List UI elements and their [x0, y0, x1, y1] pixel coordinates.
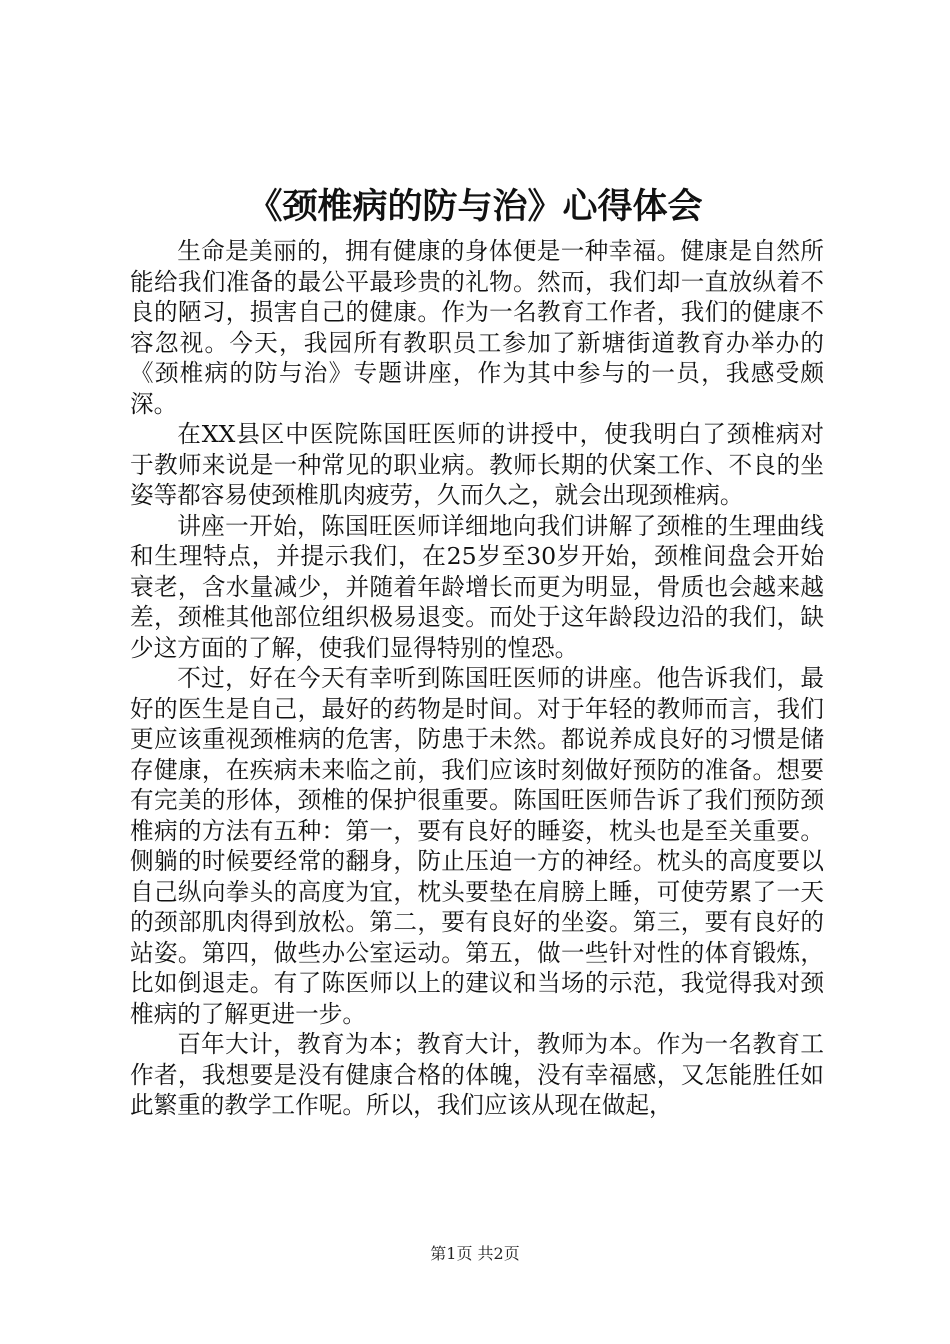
document-title: 《颈椎病的防与治》心得体会	[247, 186, 703, 227]
page-number-footer: 第1页 共2页	[430, 1244, 520, 1263]
document-body	[130, 236, 824, 1121]
body-paragraph-3: 讲座一开始，陈国旺医师详细地向我们讲解了颈椎的生理曲线和生理特点，并提示我们，在25岁至30岁开始，颈椎间盘会开始衰老，含水量减少，并随着年龄增长而更为明显，骨质也会越来越差，颈椎其他部位组织极易退变。而处于这年龄段边沿的我们，缺少这方面的了解，使我们显得特别的惶恐。	[130, 511, 824, 662]
body-paragraph-4: 不过，好在今天有幸听到陈国旺医师的讲座。他告诉我们，最好的医生是自己，最好的药物是时间。对于年轻的教师而言，我们更应该重视颈椎病的危害，防患于未然。都说养成良好的习惯是储存健康，在疾病未来临之前，我们应该时刻做好预防的准备。想要有完美的形体，颈椎的保护很重要。陈国旺医师告诉了我们预防颈椎病的方法有五种：第一，要有良好的睡姿，枕头也是至关重要。侧躺的时候要经常的翻身，防止压迫一方的神经。枕头的高度要以自己纵向拳头的高度为宜，枕头要垫在肩膀上睡，可使劳累了一天的颈部肌肉得到放松。第二，要有良好的坐姿。第三，要有良好的站姿。第四，做些办公室运动。第五，做一些针对性的体育锻炼，比如倒退走。有了陈医师以上的建议和当场的示范，我觉得我对颈椎病的了解更进一步。	[130, 664, 824, 1028]
body-paragraph-5: 百年大计，教育为本；教育大计，教师为本。作为一名教育工作者，我想要是没有健康合格的体魄，没有幸福感，又怎能胜任如此繁重的教学工作呢。所以，我们应该从现在做起，	[130, 1030, 824, 1119]
body-paragraph-2: 在XX县区中医院陈国旺医师的讲授中，使我明白了颈椎病对于教师来说是一种常见的职业病。教师长期的伏案工作、不良的坐姿等都容易使颈椎肌肉疲劳，久而久之，就会出现颈椎病。	[130, 420, 824, 509]
body-paragraph-1: 生命是美丽的，拥有健康的身体便是一种幸福。健康是自然所能给我们准备的最公平最珍贵的礼物。然而，我们却一直放纵着不良的陋习，损害自己的健康。作为一名教育工作者，我们的健康不容忽视。今天，我园所有教职员工参加了新塘街道教育办举办的《颈椎病的防与治》专题讲座，作为其中参与的一员，我感受颇深。	[130, 237, 824, 418]
